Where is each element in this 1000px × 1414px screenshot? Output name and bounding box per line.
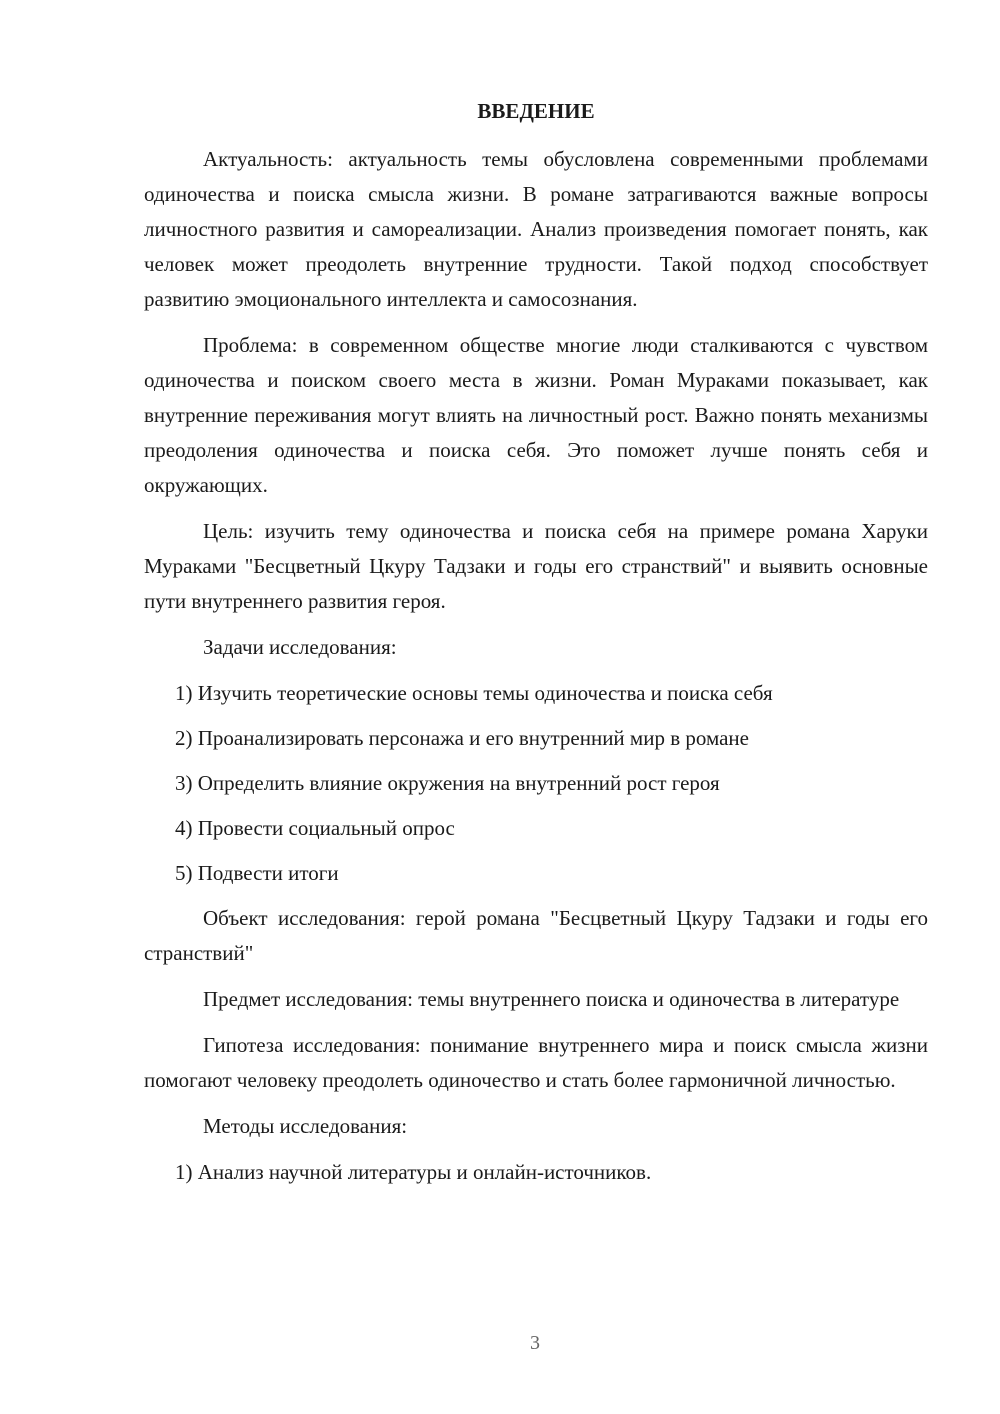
- paragraph-object: Объект исследования: герой романа "Бесцветный Цкуру Тадзаки и годы его странствий": [144, 906, 928, 965]
- paragraph-hypothesis: Гипотеза исследования: понимание внутреннего мира и поиск смысла жизни помогают человеку преодолеть одиночество и стать более гармоничной личностью.: [144, 1033, 928, 1092]
- page-title: ВВЕДЕНИЕ: [477, 99, 595, 123]
- tasks-list: [144, 676, 928, 891]
- page-number: 3: [530, 1332, 540, 1354]
- paragraph-goal: Цель: изучить тему одиночества и поиска себя на примере романа Харуки Мураками "Бесцветный Цкуру Тадзаки и годы его странствий" и выявить основные пути внутреннего развития героя.: [144, 519, 928, 613]
- list-item: 4) Провести социальный опрос: [175, 816, 455, 840]
- paragraph-problem: Проблема: в современном обществе многие люди сталкиваются с чувством одиночества и поиском своего места в жизни. Роман Мураками показывает, как внутренние переживания могут влиять на личностный рост. Важно понять механизмы преодоления одиночества и поиска себя. Это поможет лучше понять себя и окружающих.: [144, 333, 928, 497]
- methods-list: [144, 1155, 928, 1190]
- list-item: 1) Анализ научной литературы и онлайн-источников.: [175, 1160, 652, 1184]
- list-item: 1) Изучить теоретические основы темы одиночества и поиска себя: [175, 681, 773, 705]
- tasks-title: Задачи исследования:: [203, 635, 397, 659]
- document-page: [144, 96, 928, 1200]
- list-item: 2) Проанализировать персонажа и его внутренний мир в романе: [175, 726, 749, 750]
- methods-title: Методы исследования:: [203, 1114, 408, 1138]
- paragraph-subject: Предмет исследования: темы внутреннего поиска и одиночества в литературе: [203, 987, 900, 1011]
- list-item: 3) Определить влияние окружения на внутренний рост героя: [175, 771, 720, 795]
- paragraph-relevance: Актуальность: актуальность темы обусловлена современными проблемами одиночества и поиска смысла жизни. В романе затрагиваются важные вопросы личностного развития и самореализации. Анализ произведения помогает понять, как человек может преодолеть внутренние трудности. Такой подход способствует развитию эмоционального интеллекта и самосознания.: [144, 147, 928, 311]
- list-item: 5) Подвести итоги: [175, 861, 339, 885]
